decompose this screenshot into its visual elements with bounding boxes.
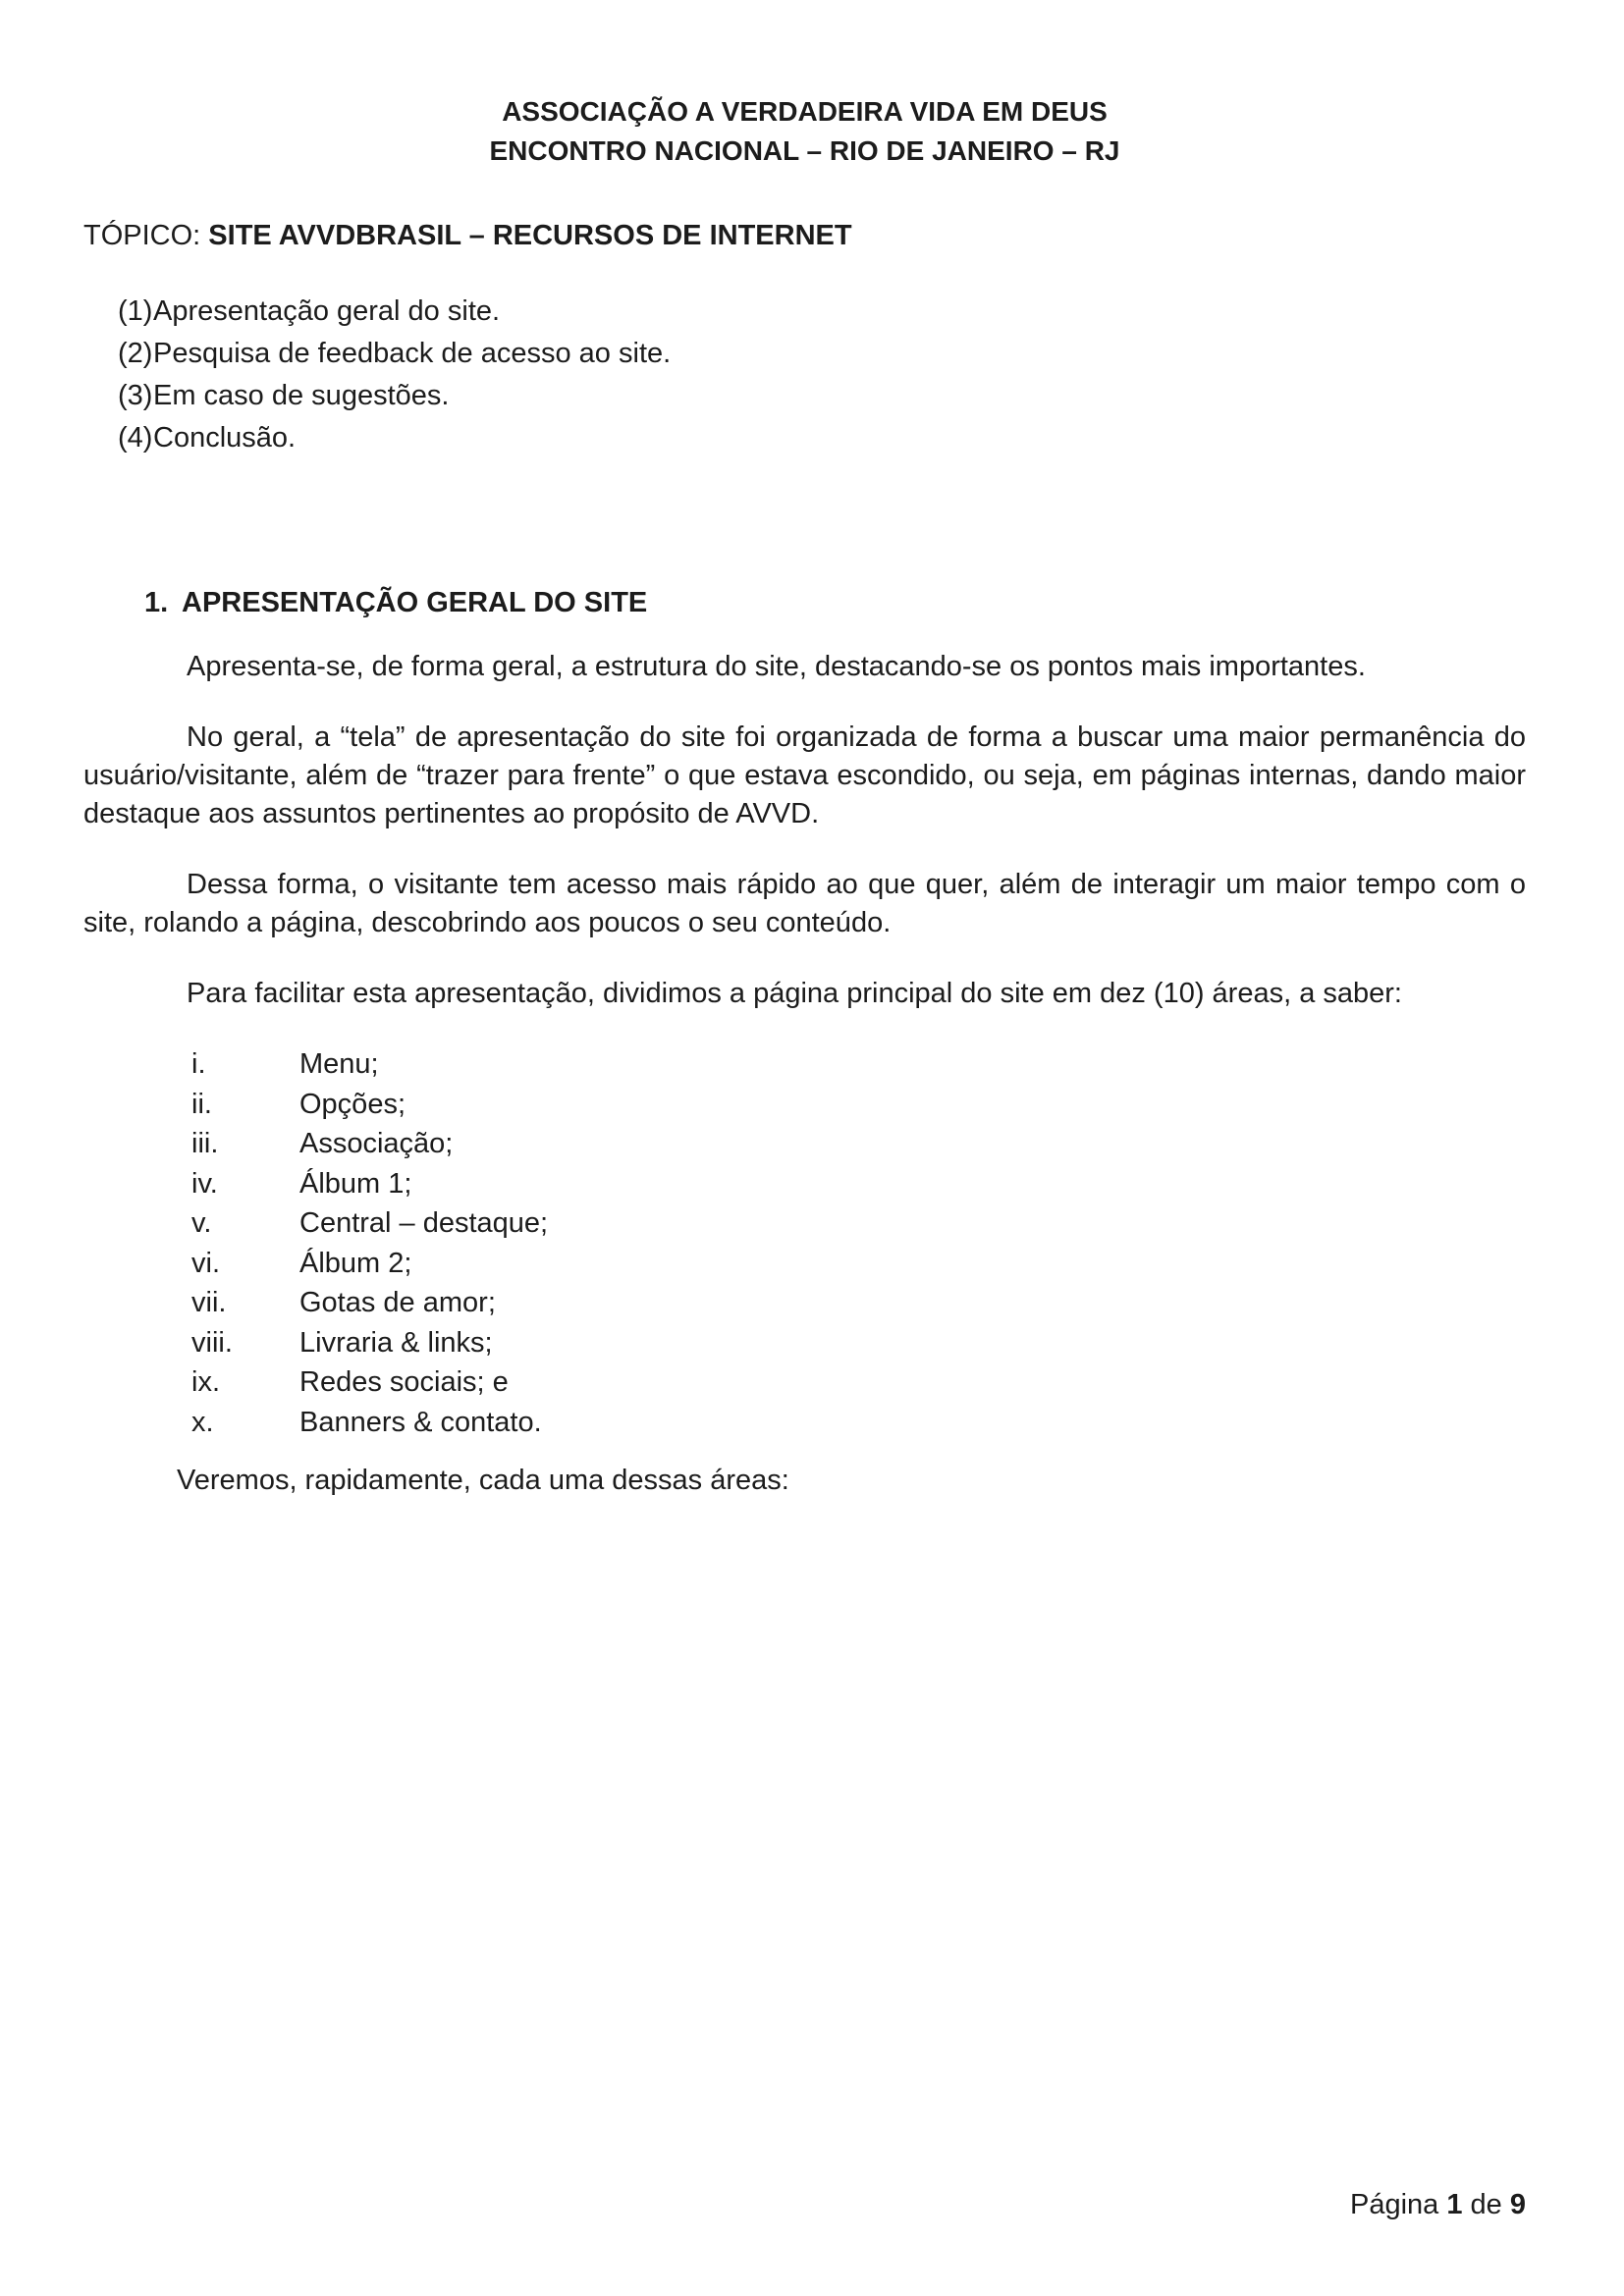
area-item-viii-text: Livraria & links; <box>299 1326 493 1359</box>
area-item-iv-text: Álbum 1; <box>299 1167 412 1200</box>
agenda-item-4 <box>118 417 1526 459</box>
paragraph-1: Apresenta-se, de forma geral, a estrutura do site, destacando-se os pontos mais importantes. <box>187 651 1366 682</box>
agenda-item-4-number: (4) <box>118 422 153 454</box>
page-number-footer <box>1350 2185 1526 2224</box>
agenda-item-3 <box>118 375 1526 417</box>
area-item-v <box>191 1203 1526 1244</box>
footer-total-pages: 9 <box>1509 2189 1526 2220</box>
area-item-x-number: x. <box>191 1406 214 1438</box>
closing-line: Veremos, rapidamente, cada uma dessas áreas: <box>177 1465 789 1496</box>
area-item-vi-text: Álbum 2; <box>299 1247 412 1279</box>
agenda-item-2-number: (2) <box>118 338 153 369</box>
area-item-vii <box>191 1283 1526 1323</box>
area-item-v-text: Central – destaque; <box>299 1207 549 1239</box>
topic-label: TÓPICO: <box>83 220 209 251</box>
area-item-ix-number: ix. <box>191 1366 220 1398</box>
agenda-list <box>83 291 1526 459</box>
section-number: 1. <box>144 587 169 618</box>
area-item-vi-number: vi. <box>191 1247 220 1279</box>
section-heading <box>144 583 1526 622</box>
agenda-item-2 <box>118 333 1526 375</box>
area-item-ii-number: ii. <box>191 1088 212 1120</box>
area-item-iii <box>191 1124 1526 1164</box>
area-item-vi <box>191 1244 1526 1284</box>
area-item-ii-text: Opções; <box>299 1088 406 1120</box>
area-item-x <box>191 1403 1526 1443</box>
paragraph-2: No geral, a “tela” de apresentação do site foi organizada de forma a buscar uma maior permanência do usuário/visitante, além de “trazer para frente” o que estava escondido, ou seja, em páginas internas, dando maior destaque aos assuntos pertinentes ao propósito de AVVD. <box>83 721 1526 829</box>
areas-list <box>83 1044 1526 1442</box>
area-item-i <box>191 1044 1526 1085</box>
section-title: APRESENTAÇÃO GERAL DO SITE <box>182 587 648 618</box>
area-item-ix-text: Redes sociais; e <box>299 1366 509 1398</box>
topic-title: SITE AVVDBRASIL – RECURSOS DE INTERNET <box>208 220 852 251</box>
area-item-iv <box>191 1164 1526 1204</box>
area-item-ix <box>191 1362 1526 1403</box>
header-line-1: ASSOCIAÇÃO A VERDADEIRA VIDA EM DEUS <box>502 96 1108 127</box>
area-item-viii-number: viii. <box>191 1326 233 1359</box>
area-item-vii-number: vii. <box>191 1287 227 1318</box>
area-item-iii-text: Associação; <box>299 1128 454 1159</box>
footer-current-page: 1 <box>1446 2189 1463 2220</box>
header-line-2: ENCONTRO NACIONAL – RIO DE JANEIRO – RJ <box>489 135 1120 166</box>
footer-separator: de <box>1462 2189 1510 2220</box>
area-item-vii-text: Gotas de amor; <box>299 1287 496 1318</box>
footer-label: Página <box>1349 2189 1447 2220</box>
area-item-viii <box>191 1323 1526 1363</box>
area-item-iii-number: iii. <box>191 1128 219 1159</box>
agenda-item-3-text: Em caso de sugestões. <box>153 380 450 411</box>
area-item-v-number: v. <box>191 1207 212 1239</box>
area-item-iv-number: iv. <box>191 1167 218 1200</box>
agenda-item-2-text: Pesquisa de feedback de acesso ao site. <box>153 338 672 369</box>
area-item-ii <box>191 1085 1526 1125</box>
topic-line <box>83 216 1526 255</box>
area-item-x-text: Banners & contato. <box>299 1406 542 1438</box>
agenda-item-3-number: (3) <box>118 380 153 411</box>
document-header <box>83 0 1526 171</box>
agenda-item-1 <box>118 291 1526 333</box>
area-item-i-text: Menu; <box>299 1048 379 1080</box>
paragraph-3: Dessa forma, o visitante tem acesso mais rápido ao que quer, além de interagir um maior tempo com o site, rolando a página, descobrindo aos poucos o seu conteúdo. <box>83 869 1526 938</box>
area-item-i-number: i. <box>191 1048 206 1080</box>
agenda-item-4-text: Conclusão. <box>153 422 297 454</box>
paragraph-4: Para facilitar esta apresentação, dividimos a página principal do site em dez (10) áreas, a saber: <box>187 978 1402 1009</box>
agenda-item-1-number: (1) <box>118 295 153 327</box>
agenda-item-1-text: Apresentação geral do site. <box>153 295 501 327</box>
